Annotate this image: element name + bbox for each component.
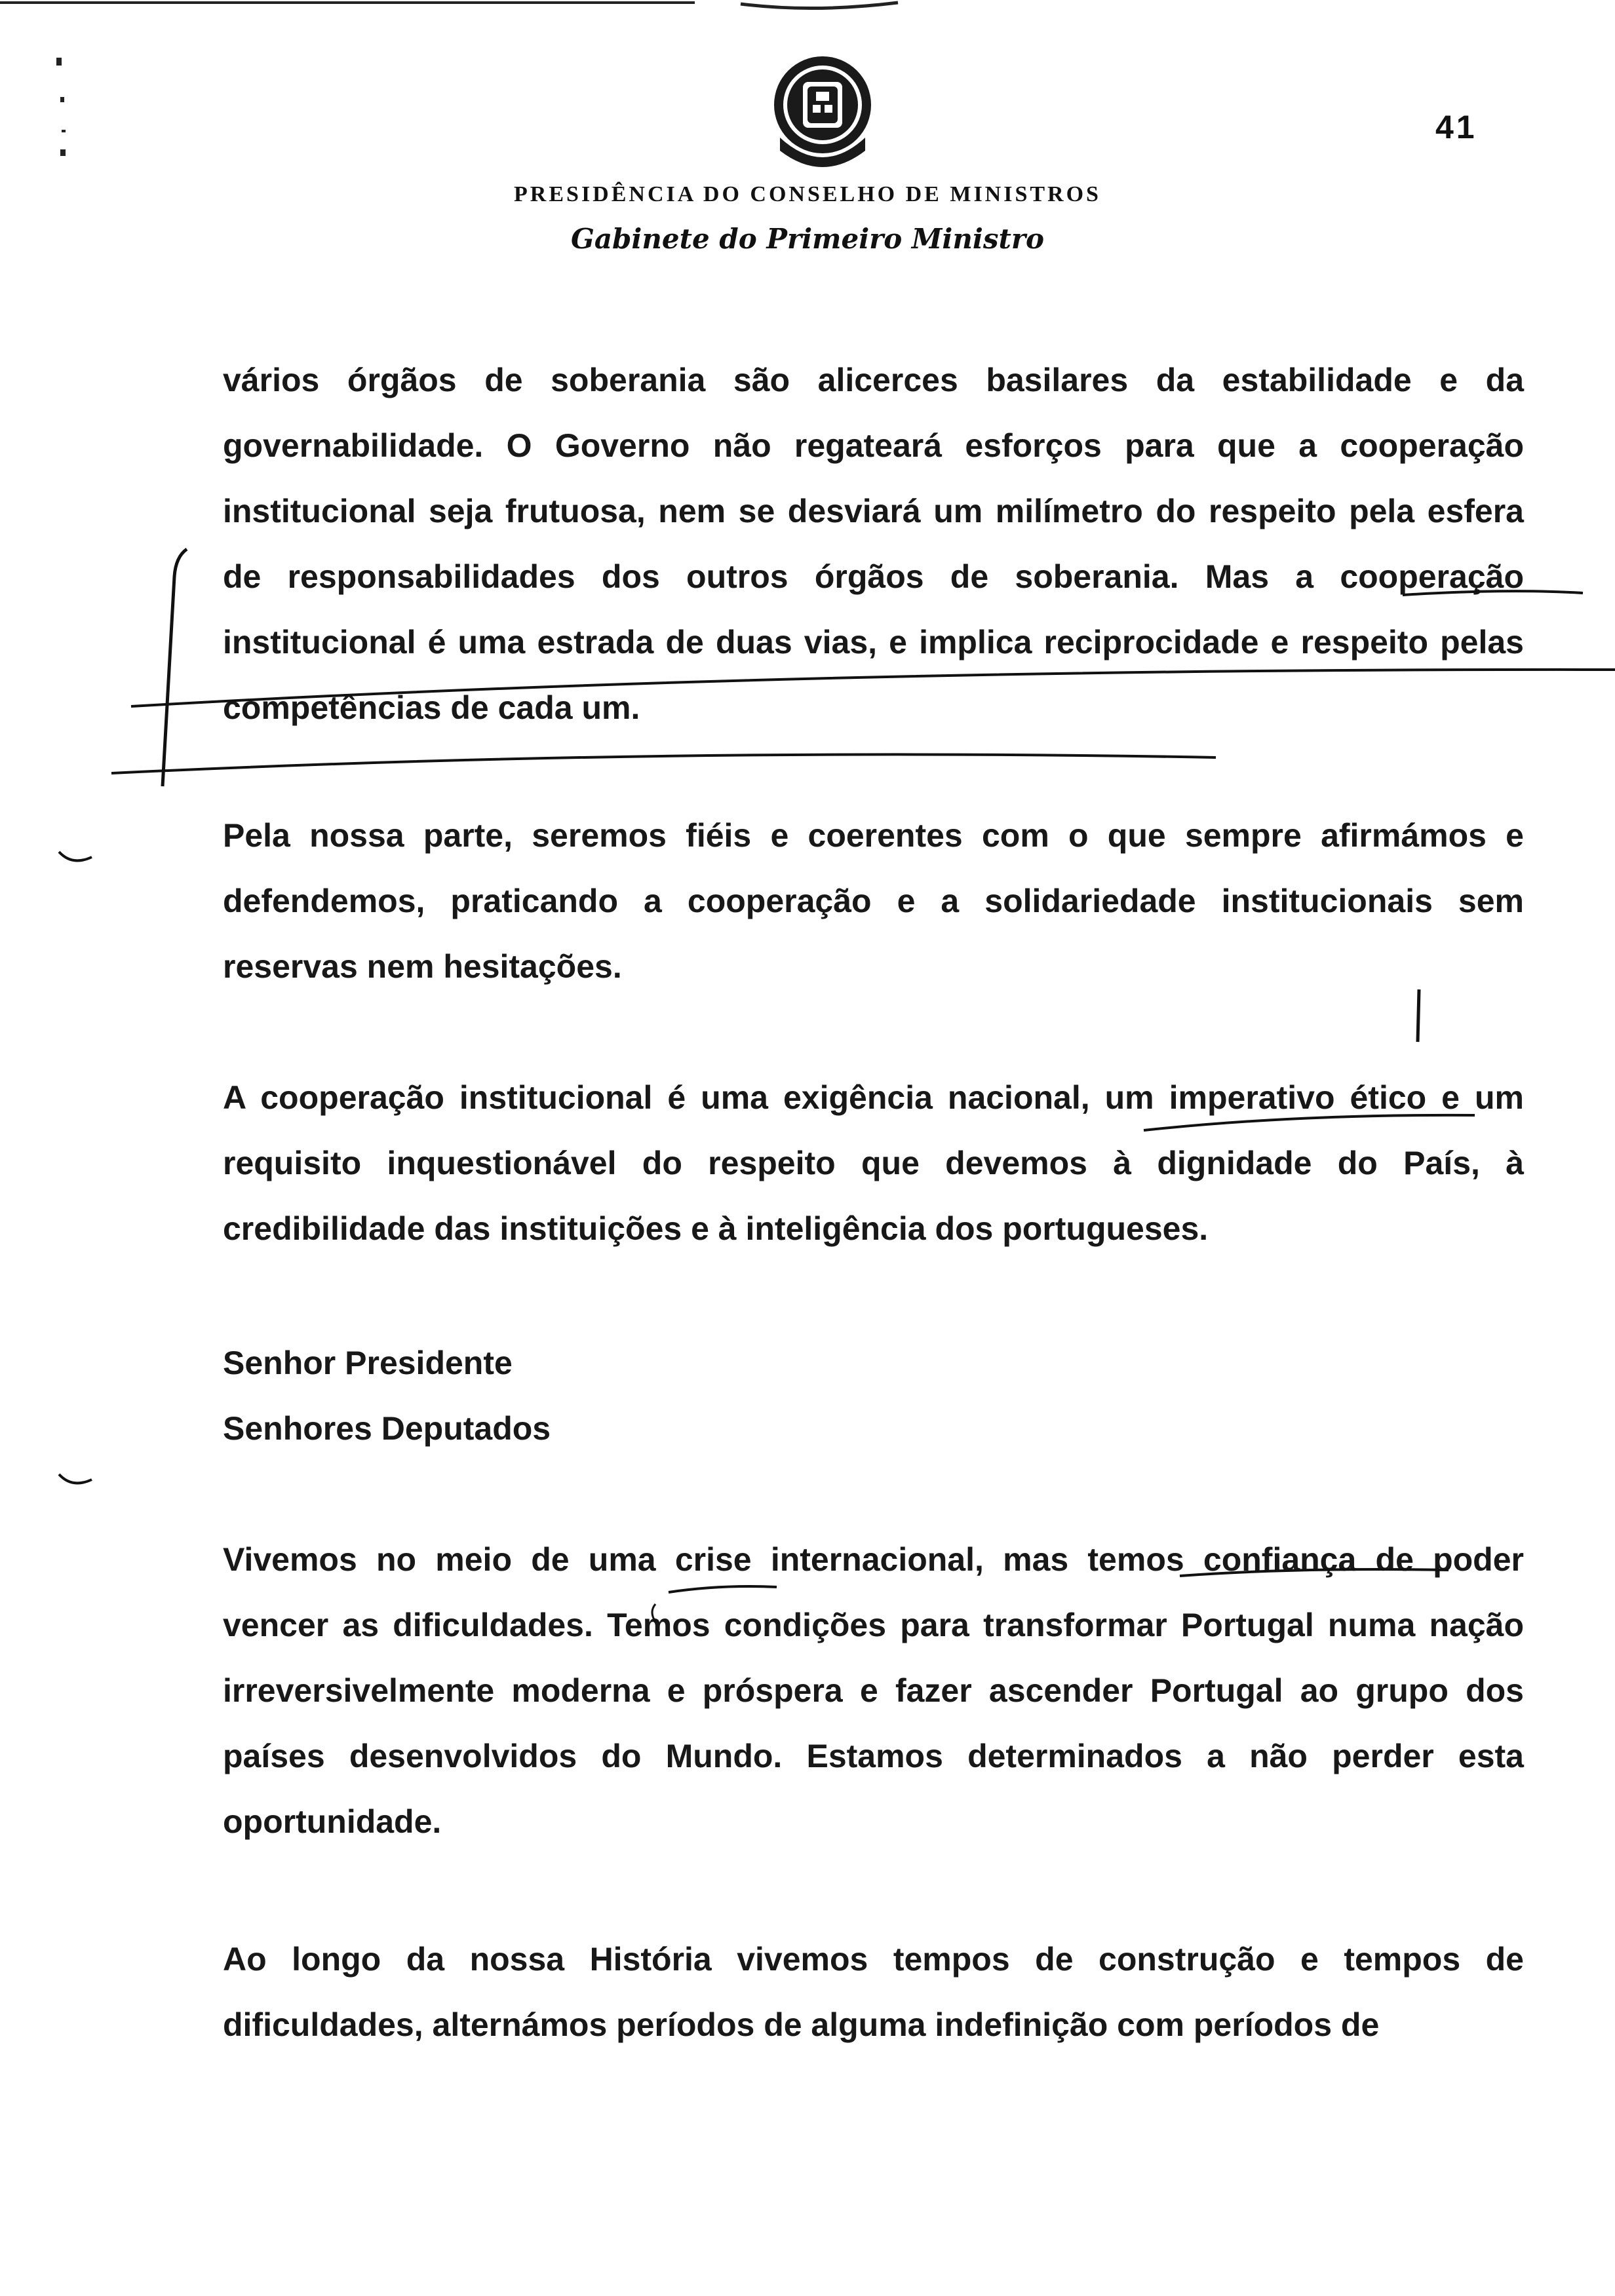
paragraph-4: Vivemos no meio de uma crise internacional, mas temos confiança de poder vencer as dificuldades. Temos condições para transformar Portugal numa nação irreversivelmente moderna e próspera e fazer ascender Portugal ao grupo dos países desenvolvidos do Mundo. Estamos determinados a não perder esta oportunidade.: [223, 1541, 1524, 1840]
salutation-line-2: Senhores Deputados: [223, 1410, 551, 1447]
paragraph-3: A cooperação institucional é uma exigência nacional, um imperativo ético e um requisito inquestionável do respeito que devemos à dignidade do País, à credibilidade das instituições e à inteligência dos portugueses.: [223, 1079, 1524, 1247]
paragraph-2: Pela nossa parte, seremos fiéis e coerentes com o que sempre afirmámos e defendemos, praticando a cooperação e a solidariedade institucionais sem reservas nem hesitações.: [223, 817, 1524, 985]
page-number: 41: [1435, 109, 1477, 145]
salutation-line-1: Senhor Presidente: [223, 1345, 513, 1381]
header-organization: PRESIDÊNCIA DO CONSELHO DE MINISTROS: [514, 182, 1101, 206]
paragraph-1: vários órgãos de soberania são alicerces basilares da estabilidade e da governabilidade. O Governo não regateará esforços para que a cooperação institucional seja frutuosa, nem se desviará um milímetro do respeito pela esfera de responsabilidades dos outros órgãos de soberania. Mas a cooperação institucional é uma estrada de duas vias, e implica reciprocidade e respeito pelas competências de cada um.: [223, 362, 1524, 726]
paragraph-5: Ao longo da nossa História vivemos tempos de construção e tempos de dificuldades, alternámos períodos de alguma indefinição com períodos de: [223, 1941, 1524, 2043]
header-office-signature: Gabinete do Primeiro Ministro: [570, 223, 1045, 255]
